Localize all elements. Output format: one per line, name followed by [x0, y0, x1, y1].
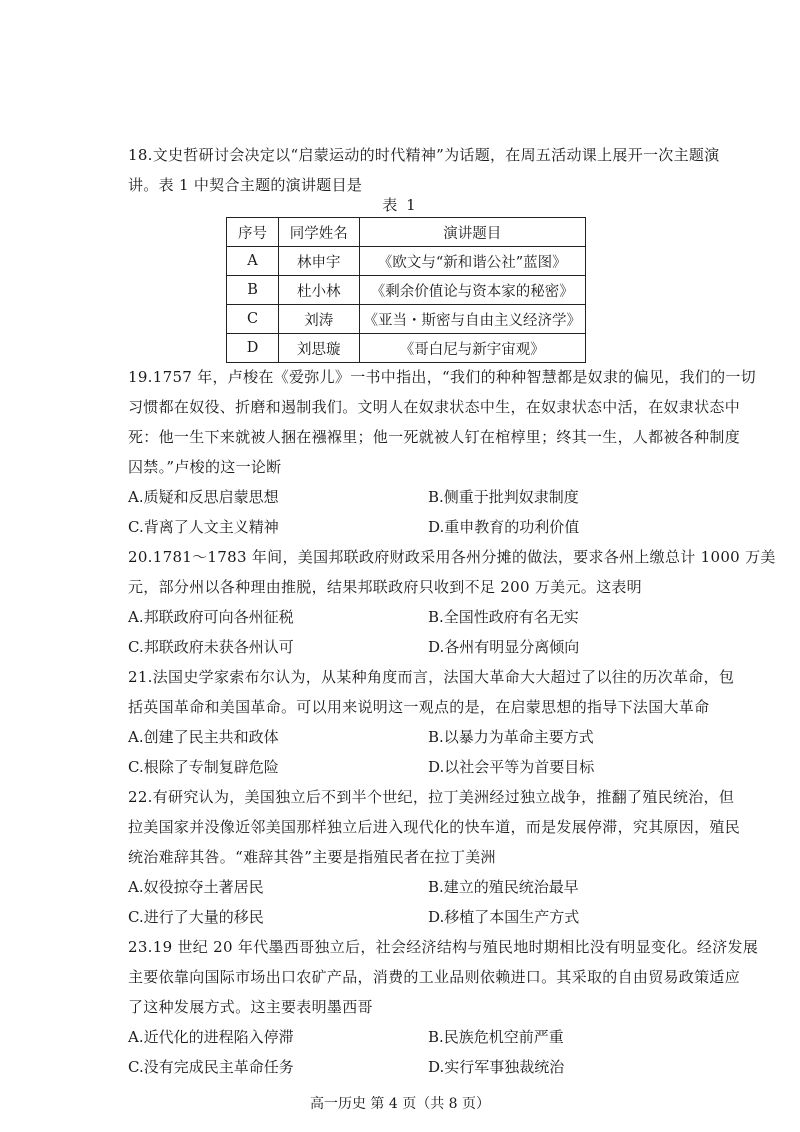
q21-line-2: 括英国革命和美国革命。可以用来说明这一观点的是，在启蒙思想的指导下法国大革命 [128, 698, 710, 716]
q19-option-b: B.侧重于批判奴隶制度 [428, 488, 579, 506]
table-cell: 刘涛 [279, 305, 359, 334]
q21-option-a: A.创建了民主共和政体 [128, 728, 279, 746]
q22-option-a: A.奴役掠夺土著居民 [128, 878, 264, 896]
table-cell: A [227, 247, 279, 276]
q23-option-a: A.近代化的进程陷入停滞 [128, 1028, 294, 1046]
q23-option-d: D.实行军事独裁统治 [428, 1058, 565, 1076]
table-cell: 《亚当・斯密与自由主义经济学》 [359, 305, 586, 334]
table-row [227, 334, 586, 363]
table-cell: 刘思璇 [279, 334, 359, 363]
table-cell: D [227, 334, 279, 363]
table-cell: 杜小林 [279, 276, 359, 305]
q22-option-b: B.建立的殖民统治最早 [428, 878, 579, 896]
q23-line-3: 了这种发展方式。这主要表明墨西哥 [128, 998, 373, 1016]
table-cell: 《哥白尼与新宇宙观》 [359, 334, 586, 363]
table-header-row [227, 218, 586, 247]
q20-option-d: D.各州有明显分离倾向 [428, 638, 580, 656]
table-cell: 《欧文与“新和谐公社”蓝图》 [359, 247, 586, 276]
table-cell: B [227, 276, 279, 305]
table-header-cell: 序号 [227, 218, 279, 247]
q23-line-1: 23.19 世纪 20 年代墨西哥独立后，社会经济结构与殖民地时期相比没有明显变化。经济发展 [128, 938, 759, 956]
table-cell: 《剩余价值论与资本家的秘密》 [359, 276, 586, 305]
table-header-cell: 演讲题目 [359, 218, 586, 247]
q20-line-2: 元，部分州以各种理由推脱，结果邦联政府只收到不足 200 万美元。这表明 [128, 578, 642, 596]
q22-line-2: 拉美国家并没像近邻美国那样独立后进入现代化的快车道，而是发展停滞，究其原因，殖民 [128, 818, 741, 836]
q18-line-1: 18.文史哲研讨会决定以“启蒙运动的时代精神”为话题，在周五活动课上展开一次主题演 [128, 146, 720, 164]
q23-line-2: 主要依靠向国际市场出口农矿产品，消费的工业品则依赖进口。其采取的自由贸易政策适应 [128, 968, 741, 986]
q20-option-c: C.邦联政府未获各州认可 [128, 638, 294, 656]
table-row [227, 247, 586, 276]
speech-topic-table [226, 217, 586, 363]
q21-option-b: B.以暴力为革命主要方式 [428, 728, 594, 746]
q20-option-b: B.全国性政府有名无实 [428, 608, 579, 626]
q19-line-2: 习惯都在奴役、折磨和遏制我们。文明人在奴隶状态中生，在奴隶状态中活，在奴隶状态中 [128, 398, 741, 416]
q19-line-4: 囚禁。”卢梭的这一论断 [128, 458, 282, 476]
table-cell: C [227, 305, 279, 334]
table-caption: 表 1 [382, 196, 418, 214]
q19-option-c: C.背离了人文主义精神 [128, 518, 279, 536]
q18-line-2: 讲。表 1 中契合主题的演讲题目是 [128, 176, 363, 194]
q20-option-a: A.邦联政府可向各州征税 [128, 608, 294, 626]
q19-line-1: 19.1757 年，卢梭在《爱弥儿》一书中指出，“我们的种种智慧都是奴隶的偏见，我们的一切 [128, 368, 756, 386]
table-cell: 林申宇 [279, 247, 359, 276]
q22-line-3: 统治难辞其咎。“难辞其咎”主要是指殖民者在拉丁美洲 [128, 848, 496, 866]
q20-line-1: 20.1781～1783 年间，美国邦联政府财政采用各州分摊的做法，要求各州上缴总计 1000 万美 [128, 548, 776, 566]
q23-option-b: B.民族危机空前严重 [428, 1028, 564, 1046]
q21-line-1: 21.法国史学家索布尔认为，从某种角度而言，法国大革命大大超过了以往的历次革命，包 [128, 668, 735, 686]
q23-option-c: C.没有完成民主革命任务 [128, 1058, 294, 1076]
page-footer: 高一历史 第 4 页（共 8 页） [309, 1096, 491, 1112]
q19-line-3: 死：他一生下来就被人捆在襁褓里；他一死就被人钉在棺椁里；终其一生，人都被各种制度 [128, 428, 741, 446]
q21-option-c: C.根除了专制复辟危险 [128, 758, 279, 776]
q19-option-a: A.质疑和反思启蒙思想 [128, 488, 279, 506]
q22-option-d: D.移植了本国生产方式 [428, 908, 580, 926]
table-header-cell: 同学姓名 [279, 218, 359, 247]
table-row [227, 305, 586, 334]
table-row [227, 276, 586, 305]
q21-option-d: D.以社会平等为首要目标 [428, 758, 595, 776]
q19-option-d: D.重申教育的功利价值 [428, 518, 580, 536]
q22-option-c: C.进行了大量的移民 [128, 908, 264, 926]
q22-line-1: 22.有研究认为，美国独立后不到半个世纪，拉丁美洲经过独立战争，推翻了殖民统治，但 [128, 788, 735, 806]
